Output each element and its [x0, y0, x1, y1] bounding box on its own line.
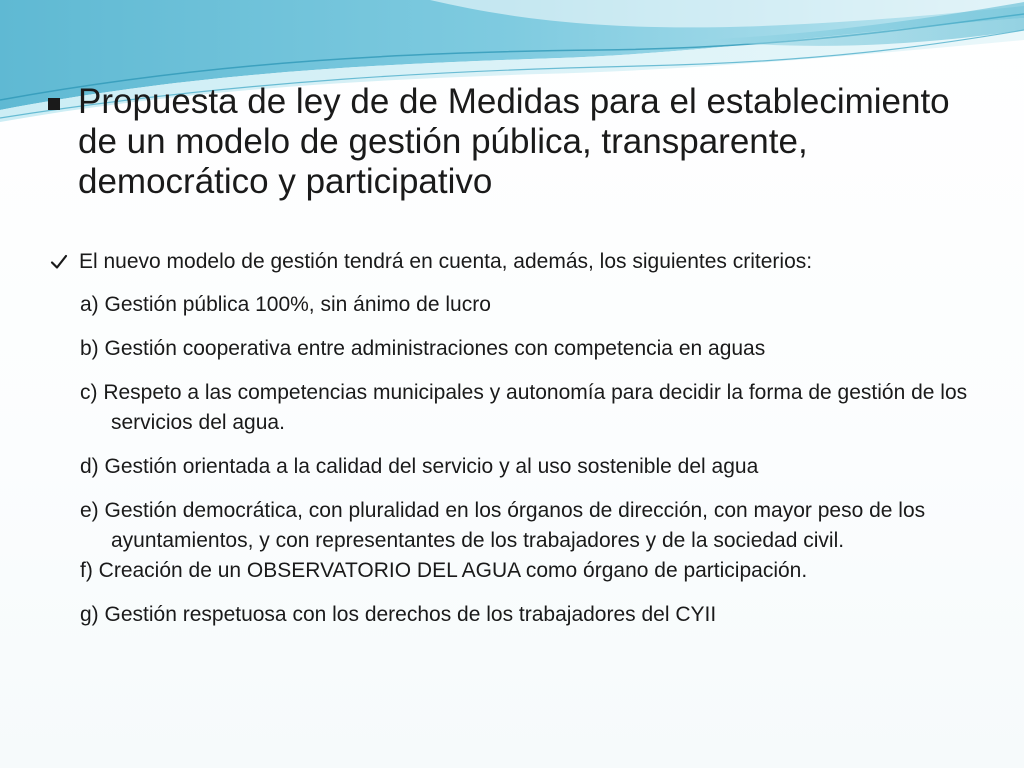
main-bullet-text: Propuesta de ley de de Medidas para el establecimiento de un modelo de gestión pública, transparente, democrático y participativo: [78, 82, 950, 201]
checkmark-icon: [50, 253, 68, 271]
criteria-item-f: f) Creación de un OBSERVATORIO DEL AGUA como órgano de participación.: [80, 559, 808, 582]
criteria-item-e: e) Gestión democrática, con pluralidad en los órganos de dirección, con mayor peso de los ayuntamientos, y con representantes de los trabajadores y de la sociedad civil.: [80, 499, 926, 552]
main-bullet-point: [48, 82, 988, 202]
criteria-list: [80, 290, 1005, 644]
criteria-item-g: g) Gestión respetuosa con los derechos de los trabajadores del CYII: [80, 603, 717, 626]
intro-bullet-point: [50, 248, 1000, 276]
criteria-item-a: a) Gestión pública 100%, sin ánimo de lucro: [80, 293, 491, 316]
criteria-item-b: b) Gestión cooperativa entre administraciones con competencia en aguas: [80, 337, 766, 360]
square-bullet-icon: [48, 98, 60, 110]
criteria-item-c: c) Respeto a las competencias municipales y autonomía para decidir la forma de gestión de los servicios del agua.: [80, 381, 968, 434]
criteria-item-d: d) Gestión orientada a la calidad del servicio y al uso sostenible del agua: [80, 455, 759, 478]
intro-text: El nuevo modelo de gestión tendrá en cuenta, además, los siguientes criterios:: [79, 250, 813, 273]
